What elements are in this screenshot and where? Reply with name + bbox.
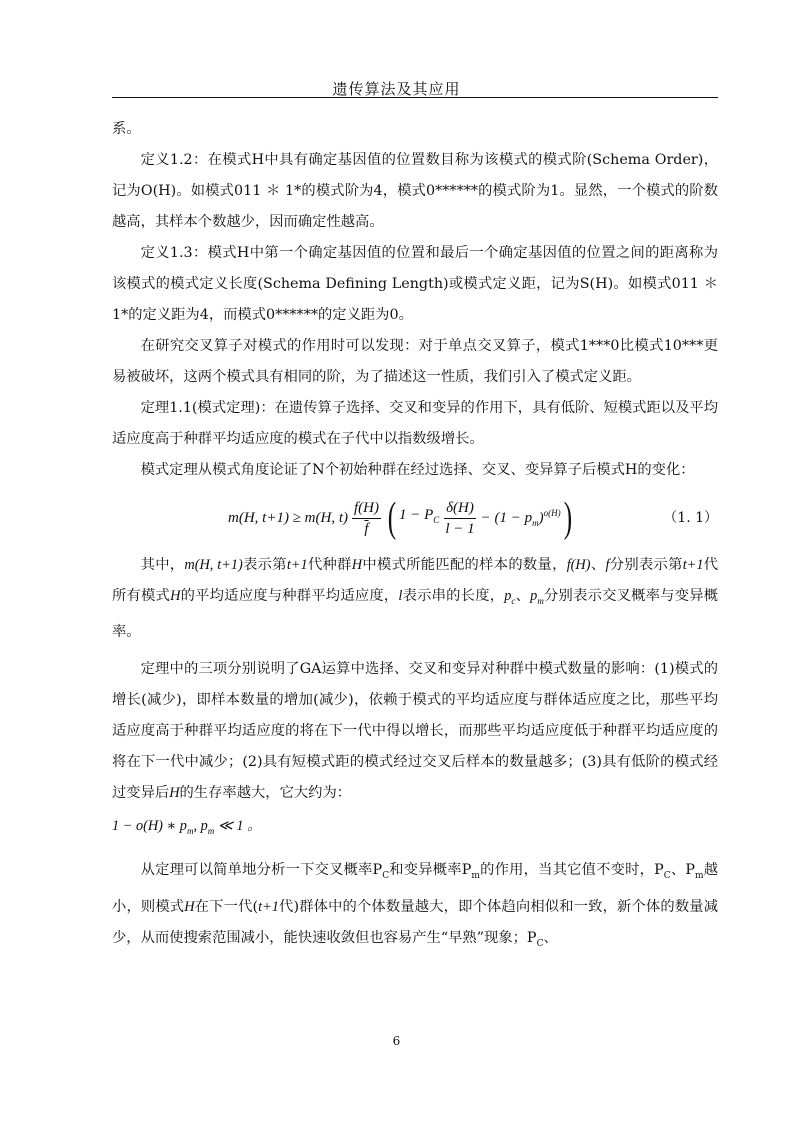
fraction-numerator: f(H) [352, 498, 381, 519]
paragraph-definition-1-2: 定义1.2：在模式H中具有确定基因值的位置数目称为该模式的模式阶(Schema Order)，记为O(H)。如模式011 ＊ 1*的模式阶为4，模式0******的模式阶为1。显然，一个模式的阶数越高，其样本个数越少，因而确定性越高。 [112, 152, 718, 230]
equation-lhs: m(H, t+1) ≥ m(H, t) [228, 509, 348, 526]
paragraph-survival-formula: 1 − o(H) ∗ $p_m$, $p_m$ ≪ 1 。 [112, 817, 262, 836]
left-paren: ( [387, 495, 397, 541]
paragraph-definition-1-3: 定义1.3：模式H中第一个确定基因值的位置和最后一个确定基因值的位置之间的距离称为该模式的模式定义长度(Schema Defining Length)或模式定义距，记为S(H)。如模式011 ＊ 1*的定义距为4，而模式0******的定义距为0。 [112, 245, 718, 323]
paragraph-theorem-1-1: 定理1.1(模式定理)：在遗传算子选择、交叉和变异的作用下，具有低阶、短模式距以及平均适应度高于种群平均适应度的模式在子代中以指数级增长。 [112, 400, 718, 447]
right-paren: ) [563, 495, 572, 541]
paragraph-theorem-intro: 模式定理从模式角度论证了N个初始种群在经过选择、交叉、变异算子后模式H的变化： [140, 462, 695, 478]
fraction-defining-length [443, 498, 476, 539]
paragraph-continuation: 系。 [112, 121, 141, 137]
equation-one-minus: $1 - P_C$ [399, 507, 440, 525]
equation-tail: − $(1 - p_m)^{o(H)}$ [480, 507, 561, 528]
equation-1-1 [112, 486, 718, 550]
running-header-title: 遗传算法及其应用 [332, 80, 461, 98]
fraction-fitness [352, 498, 381, 539]
fraction-denominator: f [364, 520, 369, 537]
header-rule [112, 97, 718, 98]
fraction-numerator: δ(H) [444, 498, 476, 519]
paragraph-three-terms: 定理中的三项分别说明了GA运算中选择、交叉和变异对种群中模式数量的影响：(1)模式的增长(减少)，即样本数量的增加(减少)，依赖于模式的平均适应度与群体适应度之比，那些平均适应度高于种群平均适应度的将在下一代中得以增长，而那些平均适应度低于种群平均适应度的将在下一代中减少；(2)具有短模式距的模式经过交叉后样本的数量越多；(3)具有低阶的模式经过变异后H的生存率越大，它大约为： [112, 660, 718, 801]
paragraph-crossover-note: 在研究交叉算子对模式的作用时可以发现：对于单点交叉算子，模式1***0比模式10***更易被破坏，这两个模式具有相同的阶，为了描述这一性质，我们引入了模式定义距。 [112, 338, 718, 385]
paragraph-probability-analysis: 从定理可以简单地分析一下交叉概率$P_C$和变异概率$P_m$的作用，当其它值不变时，$P_C$、$P_m$越小，则模式H在下一代(t+1代)群体中的个体数量越大，即个体趋向相似和一致，新个体的数量减少，从而使搜索范围减小，能快速收敛但也容易产生“早熟”现象；$P_C$、 [112, 861, 719, 949]
fraction-denominator: l − 1 [445, 520, 475, 537]
document-body [112, 114, 718, 959]
page-number: 6 [392, 1034, 401, 1048]
equation-body [228, 486, 575, 550]
paragraph-where: 其中，m(H, t+1)表示第t+1代种群H中模式所能匹配的样本的数量，f(H)、f分别表示第t+1代所有模式H的平均适应度与种群平均适应度，l表示串的长度，$p_c$、$p_m$分别表示交叉概率与变异概率。 [112, 557, 719, 640]
equation-number: （1. 1） [663, 509, 718, 526]
